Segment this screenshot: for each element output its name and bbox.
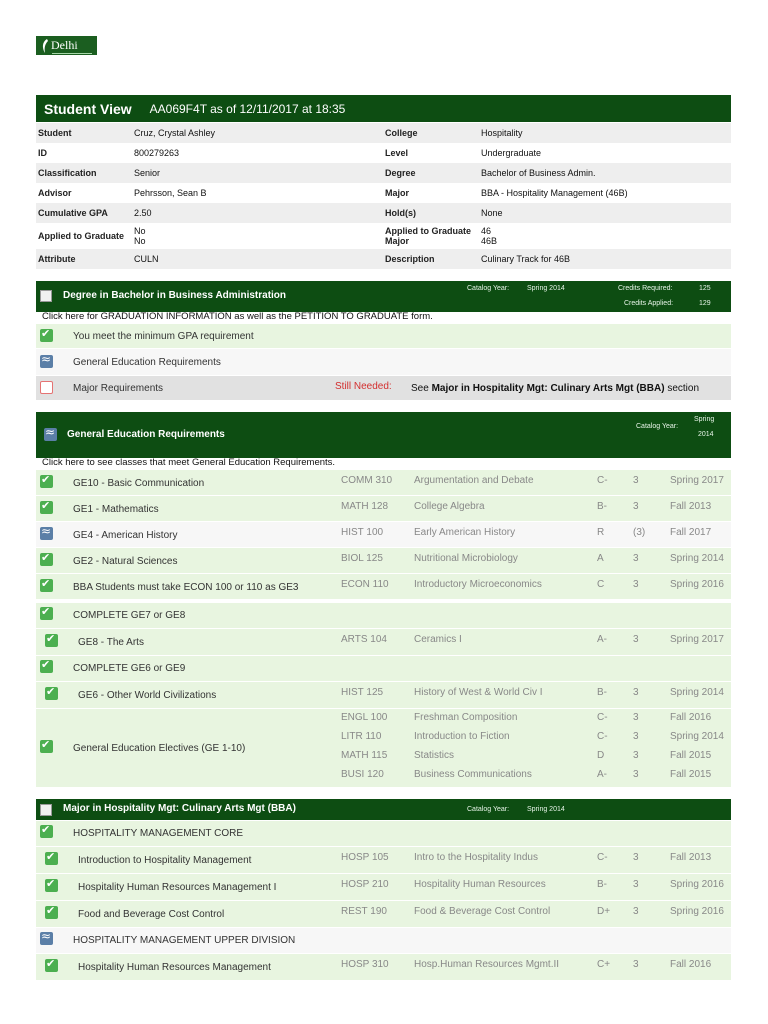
course-grade: B- [597,879,607,890]
course-grade: C [597,579,605,590]
unchecked-box-icon [40,290,52,302]
course-code[interactable]: MATH 115 [341,750,388,761]
course-term: Spring 2016 [670,579,724,590]
major-row [36,847,731,873]
unchecked-box-icon [40,804,52,816]
course-term: Spring 2017 [670,634,724,645]
course-credits: 3 [633,634,639,645]
requirement-label: GE10 - Basic Communication [73,478,205,489]
gen-ed-row [36,470,731,495]
course-credits: 3 [633,501,639,512]
student-view-header [36,95,731,122]
course-code[interactable]: HOSP 105 [341,852,389,863]
check-icon [45,634,58,647]
course-code[interactable]: COMM 310 [341,475,393,486]
major-block-header[interactable] [36,799,731,820]
info-label: Applied to Graduate [38,231,125,241]
in-progress-icon [40,355,53,368]
degree-requirement-row [36,376,731,400]
gen-ed-block-header[interactable] [36,412,731,458]
course-code[interactable]: ENGL 100 [341,712,388,723]
catalog-year-value: Spring [694,416,715,423]
course-title: Statistics [414,750,455,761]
requirement-label: Hospitality Human Resources Management I [78,882,277,893]
course-title: Introductory Microeconomics [414,579,542,590]
catalog-year-value: 2014 [698,431,714,438]
course-code[interactable]: BUSI 120 [341,769,384,780]
see-section-link[interactable]: Major in Hospitality Mgt: Culinary Arts Mgt (BBA) [431,383,665,394]
course-term: Fall 2016 [670,712,712,723]
requirement-label: GE2 - Natural Sciences [73,556,178,567]
check-icon [45,906,58,919]
catalog-year-label: Catalog Year: [636,423,679,430]
course-grade: C- [597,475,608,486]
info-row [36,249,731,269]
requirement-label: GE4 - American History [73,530,178,541]
course-title: Hospitality Human Resources [414,879,546,890]
requirement-label: GE8 - The Arts [78,637,144,648]
info-label: Student [36,123,132,143]
info-value [132,223,383,249]
course-term: Fall 2017 [670,527,712,538]
course-title: Intro to the Hospitality Indus [414,852,538,863]
gen-ed-classes-link[interactable]: Click here to see classes that meet General Education Requirements. [42,457,336,468]
course-credits: 3 [633,712,639,723]
see-suffix: section [664,383,700,394]
gen-ed-row [36,496,731,521]
logo-tagline-line [52,53,92,54]
course-title: Freshman Composition [414,712,518,723]
info-value: CULN [132,249,383,269]
info-value: None [479,203,731,223]
gen-ed-group-row [36,603,731,628]
see-prefix: See [411,383,432,394]
course-term: Spring 2016 [670,906,724,917]
info-label: Cumulative GPA [36,203,132,223]
course-term: Spring 2014 [670,731,724,742]
course-term: Spring 2017 [670,475,724,486]
info-value: Cruz, Crystal Ashley [132,123,383,143]
info-row [36,123,731,143]
info-value-line: 46B [481,236,498,246]
degree-block-header[interactable] [36,281,731,312]
course-title: Nutritional Microbiology [414,553,518,564]
info-value: Undergraduate [481,148,542,158]
course-credits: 3 [633,687,639,698]
course-grade: B- [597,687,607,698]
check-icon [40,553,53,566]
info-value-line: No [134,226,146,236]
info-row [36,143,731,163]
still-needed-label: Still Needed: [335,381,392,392]
course-grade: D [597,750,605,761]
check-icon [40,579,53,592]
in-progress-icon [44,428,57,441]
course-code[interactable]: HOSP 310 [341,959,389,970]
requirement-label: General Education Requirements [73,357,221,368]
course-grade: R [597,527,605,538]
course-credits: 3 [633,959,639,970]
course-credits: 3 [633,906,639,917]
requirement-label: Major Requirements [73,383,164,394]
course-term: Fall 2016 [670,959,712,970]
degree-requirement-row [36,349,731,375]
check-icon [45,879,58,892]
major-row [36,954,731,980]
info-label-line: Major [385,236,410,246]
info-row [36,223,731,249]
catalog-year-label: Catalog Year: [467,806,510,813]
info-value: 2.50 [132,203,383,223]
info-value-line: No [134,236,146,246]
course-credits: 3 [633,553,639,564]
check-icon [45,687,58,700]
check-icon [40,825,53,838]
course-code[interactable]: LITR 110 [341,731,382,742]
info-label: ID [38,148,47,158]
course-title: Argumentation and Debate [414,475,534,486]
student-info-table [36,123,731,269]
gen-ed-electives-row [36,709,731,787]
course-grade: A [597,553,604,564]
unmet-box-icon [40,381,53,394]
course-code[interactable]: MATH 128 [341,501,389,512]
gen-ed-title: General Education Requirements [67,429,225,440]
course-credits: 3 [633,475,639,486]
logo-text: Delhi [51,38,78,52]
info-label: College [383,123,479,143]
course-term: Fall 2015 [670,769,712,780]
course-code[interactable]: REST 190 [341,906,387,917]
course-credits: 3 [633,579,639,590]
course-title: Hosp.Human Resources Mgmt.II [414,959,560,970]
course-grade: D+ [597,906,611,917]
course-term: Spring 2016 [670,879,724,890]
major-group-row [36,821,731,846]
leaf-icon [39,38,51,54]
course-title: College Algebra [414,501,485,512]
info-label: Level [385,148,409,158]
info-label: Classification [36,163,132,183]
info-label: Description [383,249,479,269]
requirement-label: Food and Beverage Cost Control [78,909,225,920]
catalog-year-label: Catalog Year: [467,285,510,292]
in-progress-icon [40,527,53,540]
course-credits: 3 [633,852,639,863]
course-title: Early American History [414,527,516,538]
info-value-line: 46 [481,226,492,236]
course-credits: 3 [633,879,639,890]
catalog-year-value: Spring 2014 [527,806,565,813]
credits-required-label: Credits Required: [618,285,673,292]
major-row [36,874,731,900]
info-value [479,223,731,249]
requirement-label: HOSPITALITY MANAGEMENT UPPER DIVISION [73,935,296,946]
course-term: Fall 2013 [670,501,712,512]
course-term: Fall 2015 [670,750,712,761]
info-value: BBA - Hospitality Management (46B) [481,188,628,198]
requirement-label: HOSPITALITY MANAGEMENT CORE [73,828,244,839]
gen-ed-row [36,522,731,547]
info-label: Attribute [36,249,132,269]
check-icon [40,660,53,673]
course-grade: C+ [597,959,611,970]
course-grade: C- [597,712,608,723]
check-icon [45,852,58,865]
course-credits: 3 [633,750,639,761]
course-code[interactable]: HOSP 210 [341,879,389,890]
graduation-info-link[interactable]: Click here for GRADUATION INFORMATION as well as the PETITION TO GRADUATE form. [42,311,433,322]
course-title: Food & Beverage Cost Control [414,906,551,917]
requirement-label: GE1 - Mathematics [73,504,159,515]
gen-ed-row [36,682,731,708]
info-label: Degree [383,163,479,183]
delhi-logo[interactable] [36,36,97,55]
see-section-text [411,383,699,394]
info-value: Hospitality [479,123,731,143]
course-grade: B- [597,501,607,512]
degree-requirement-row [36,324,731,348]
course-title: History of West & World Civ I [414,687,543,698]
course-code[interactable]: HIST 125 [341,687,384,698]
catalog-year-value: Spring 2014 [527,285,565,292]
course-title: Ceramics I [414,634,462,645]
course-grade: C- [597,731,608,742]
gen-ed-row [36,629,731,655]
student-view-subtitle: AA069F4T as of 12/11/2017 at 18:35 [149,101,346,116]
info-row [36,203,731,223]
major-group-row [36,928,731,953]
course-title: Introduction to Fiction [414,731,510,742]
info-label: Major [385,188,410,198]
course-grade: A- [597,769,607,780]
requirement-label: COMPLETE GE7 or GE8 [73,610,186,621]
gen-ed-row [36,574,731,599]
requirement-label: Introduction to Hospitality Management [78,855,252,866]
in-progress-icon [40,932,53,945]
check-icon [40,501,53,514]
gen-ed-row [36,548,731,573]
course-credits: 3 [633,731,639,742]
info-value: Culinary Track for 46B [479,249,731,269]
course-term: Spring 2014 [670,553,724,564]
course-code[interactable]: ARTS 104 [341,634,387,645]
degree-title: Degree in Bachelor in Business Administration [63,290,287,301]
info-label: Hold(s) [383,203,479,223]
check-icon [40,607,53,620]
requirement-label: GE6 - Other World Civilizations [78,690,217,701]
info-value: Bachelor of Business Admin. [479,163,731,183]
requirement-label: COMPLETE GE6 or GE9 [73,663,186,674]
requirement-label: BBA Students must take ECON 100 or 110 as GE3 [73,582,299,593]
info-label [383,223,479,249]
info-label-line: Applied to Graduate [385,226,472,236]
gen-ed-group-row [36,656,731,681]
credits-applied-value: 129 [699,300,711,307]
course-credits: (3) [633,527,646,538]
course-code[interactable]: ECON 110 [341,579,389,590]
requirement-label: Hospitality Human Resources Management [78,962,271,973]
course-credits: 3 [633,769,639,780]
major-title: Major in Hospitality Mgt: Culinary Arts Mgt (BBA) [63,803,296,814]
course-term: Fall 2013 [670,852,712,863]
info-row [36,163,731,183]
check-icon [40,475,53,488]
check-icon [45,959,58,972]
course-grade: C- [597,852,608,863]
course-code[interactable]: HIST 100 [341,527,384,538]
info-label: Advisor [38,188,72,198]
course-code[interactable]: BIOL 125 [341,553,383,564]
check-icon [40,740,53,753]
major-row [36,901,731,927]
info-value: Pehrsson, Sean B [134,188,207,198]
course-title: Business Communications [414,769,532,780]
credits-applied-label: Credits Applied: [624,300,674,307]
student-view-title: Student View [44,100,132,117]
requirement-label: You meet the minimum GPA requirement [73,331,254,342]
check-icon [40,329,53,342]
info-row [36,183,731,203]
requirement-label: General Education Electives (GE 1-10) [73,743,246,754]
credits-required-value: 125 [699,285,711,292]
info-value: Senior [132,163,383,183]
course-grade: A- [597,634,607,645]
info-value: 800279263 [134,148,180,158]
course-term: Spring 2014 [670,687,724,698]
